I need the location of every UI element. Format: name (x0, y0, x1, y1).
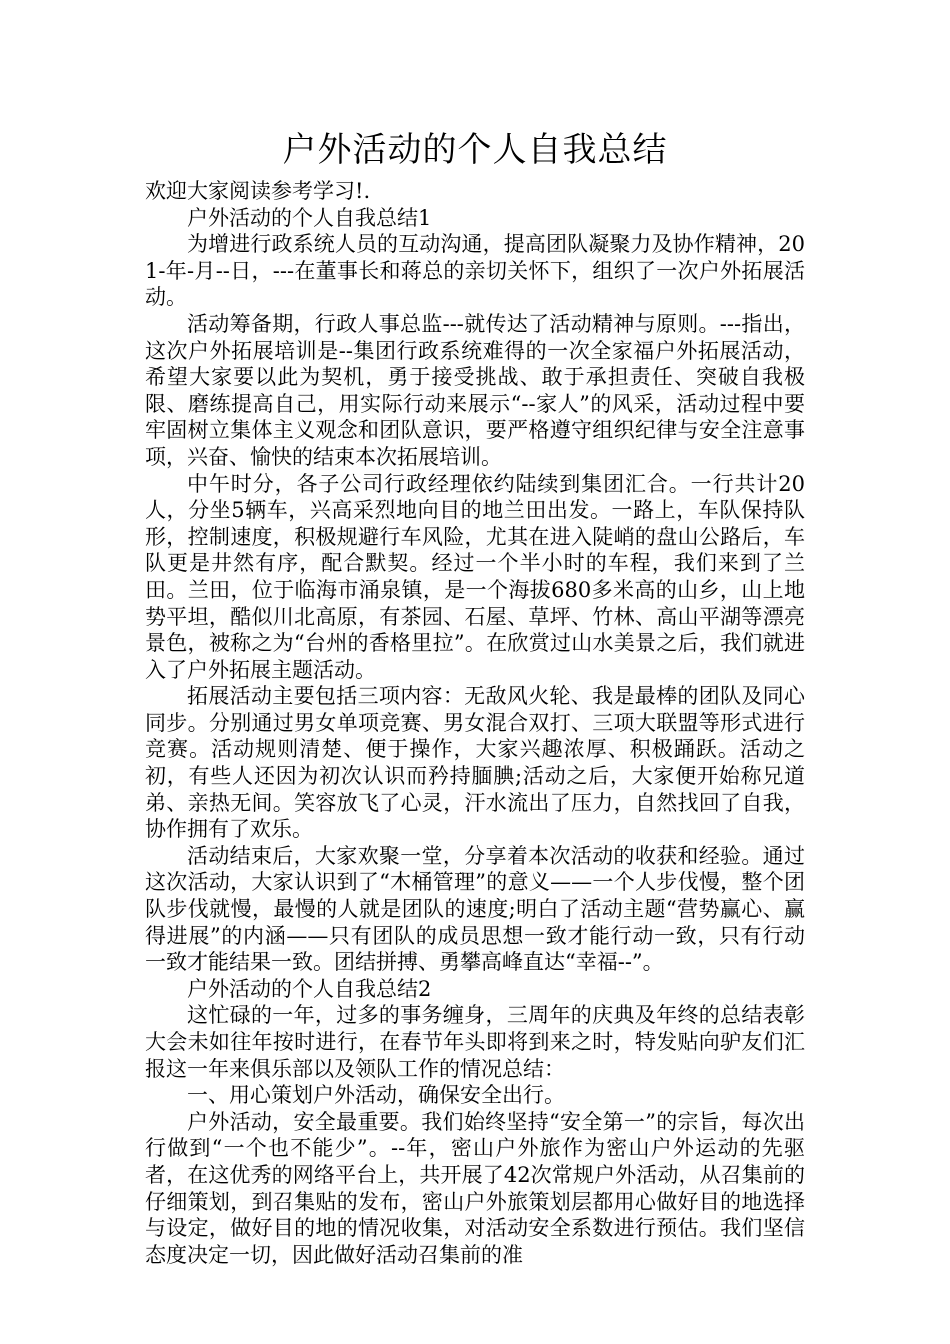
paragraph: 户外活动，安全最重要。我们始终坚持“安全第一”的宗旨，每次出行做到“一个也不能少”。--年，密山户外旅作为密山户外运动的先驱者，在这优秀的网络平台上，共开展了42次常规户外活动，从召集前的仔细策划，到召集贴的发布，密山户外旅策划层都用心做好目的地选择与设定，做好目的地的情况收集，对活动安全系数进行预估。我们坚信态度决定一切，因此做好活动召集前的准 (145, 1109, 805, 1267)
section-heading-1: 户外活动的个人自我总结1 (187, 205, 432, 230)
document-page (145, 128, 805, 1268)
paragraph: 这忙碌的一年，过多的事务缠身，三周年的庆典及年终的总结表彰大会未如往年按时进行，在春节年头即将到来之时，特发贴向驴友们汇报这一年来俱乐部以及领队工作的情况总结： (145, 1003, 805, 1081)
paragraph: 中午时分，各子公司行政经理依约陆续到集团汇合。一行共计20人，分坐5辆车，兴高采烈地向目的地兰田出发。一路上，车队保持队形，控制速度，积极规避行车风险，尤其在进入陡峭的盘山公路后，车队更是井然有序，配合默契。经过一个半小时的车程，我们来到了兰田。兰田，位于临海市涌泉镇，是一个海拔680多米高的山乡，山上地势平坦，酷似川北高原，有茶园、石屋、草坪、竹林、高山平湖等漂亮景色，被称之为“台州的香格里拉”。在欣赏过山水美景之后，我们就进入了户外拓展主题活动。 (145, 471, 805, 682)
paragraph: 为增进行政系统人员的互动沟通，提高团队凝聚力及协作精神，201-年-月--日，---在董事长和蒋总的亲切关怀下，组织了一次户外拓展活动。 (145, 232, 805, 310)
section-heading-2: 户外活动的个人自我总结2 (187, 976, 432, 1001)
paragraph: 拓展活动主要包括三项内容：无敌风火轮、我是最棒的团队及同心同步。分别通过男女单项竞赛、男女混合双打、三项大联盟等形式进行竞赛。活动规则清楚、便于操作，大家兴趣浓厚、积极踊跃。活动之初，有些人还因为初次认识而矜持腼腆;活动之后，大家便开始称兄道弟、亲热无间。笑容放飞了心灵，汗水流出了压力，自然找回了自我，协作拥有了欢乐。 (145, 684, 805, 842)
document-body (145, 178, 805, 1268)
subheading: 一、用心策划户外活动，确保安全出行。 (187, 1083, 565, 1108)
document-title: 户外活动的个人自我总结 (282, 130, 668, 170)
paragraph: 活动筹备期，行政人事总监---就传达了活动精神与原则。---指出，这次户外拓展培训是--集团行政系统难得的一次全家福户外拓展活动，希望大家要以此为契机，勇于接受挑战、敢于承担责任、突破自我极限、磨练提高自己，用实际行动来展示“--家人”的风采，活动过程中要牢固树立集体主义观念和团队意识，要严格遵守组织纪律与安全注意事项，兴奋、愉快的结束本次拓展培训。 (145, 311, 805, 469)
paragraph: 活动结束后，大家欢聚一堂，分享着本次活动的收获和经验。通过这次活动，大家认识到了“木桶管理”的意义——一个人步伐慢，整个团队步伐就慢，最慢的人就是团队的速度;明白了活动主题“营势赢心、赢得进展”的内涵——只有团队的成员思想一致才能行动一致，只有行动一致才能结果一致。团结拼搏、勇攀高峰直达“幸福--”。 (145, 843, 805, 975)
intro-line: 欢迎大家阅读参考学习!. (145, 179, 371, 203)
